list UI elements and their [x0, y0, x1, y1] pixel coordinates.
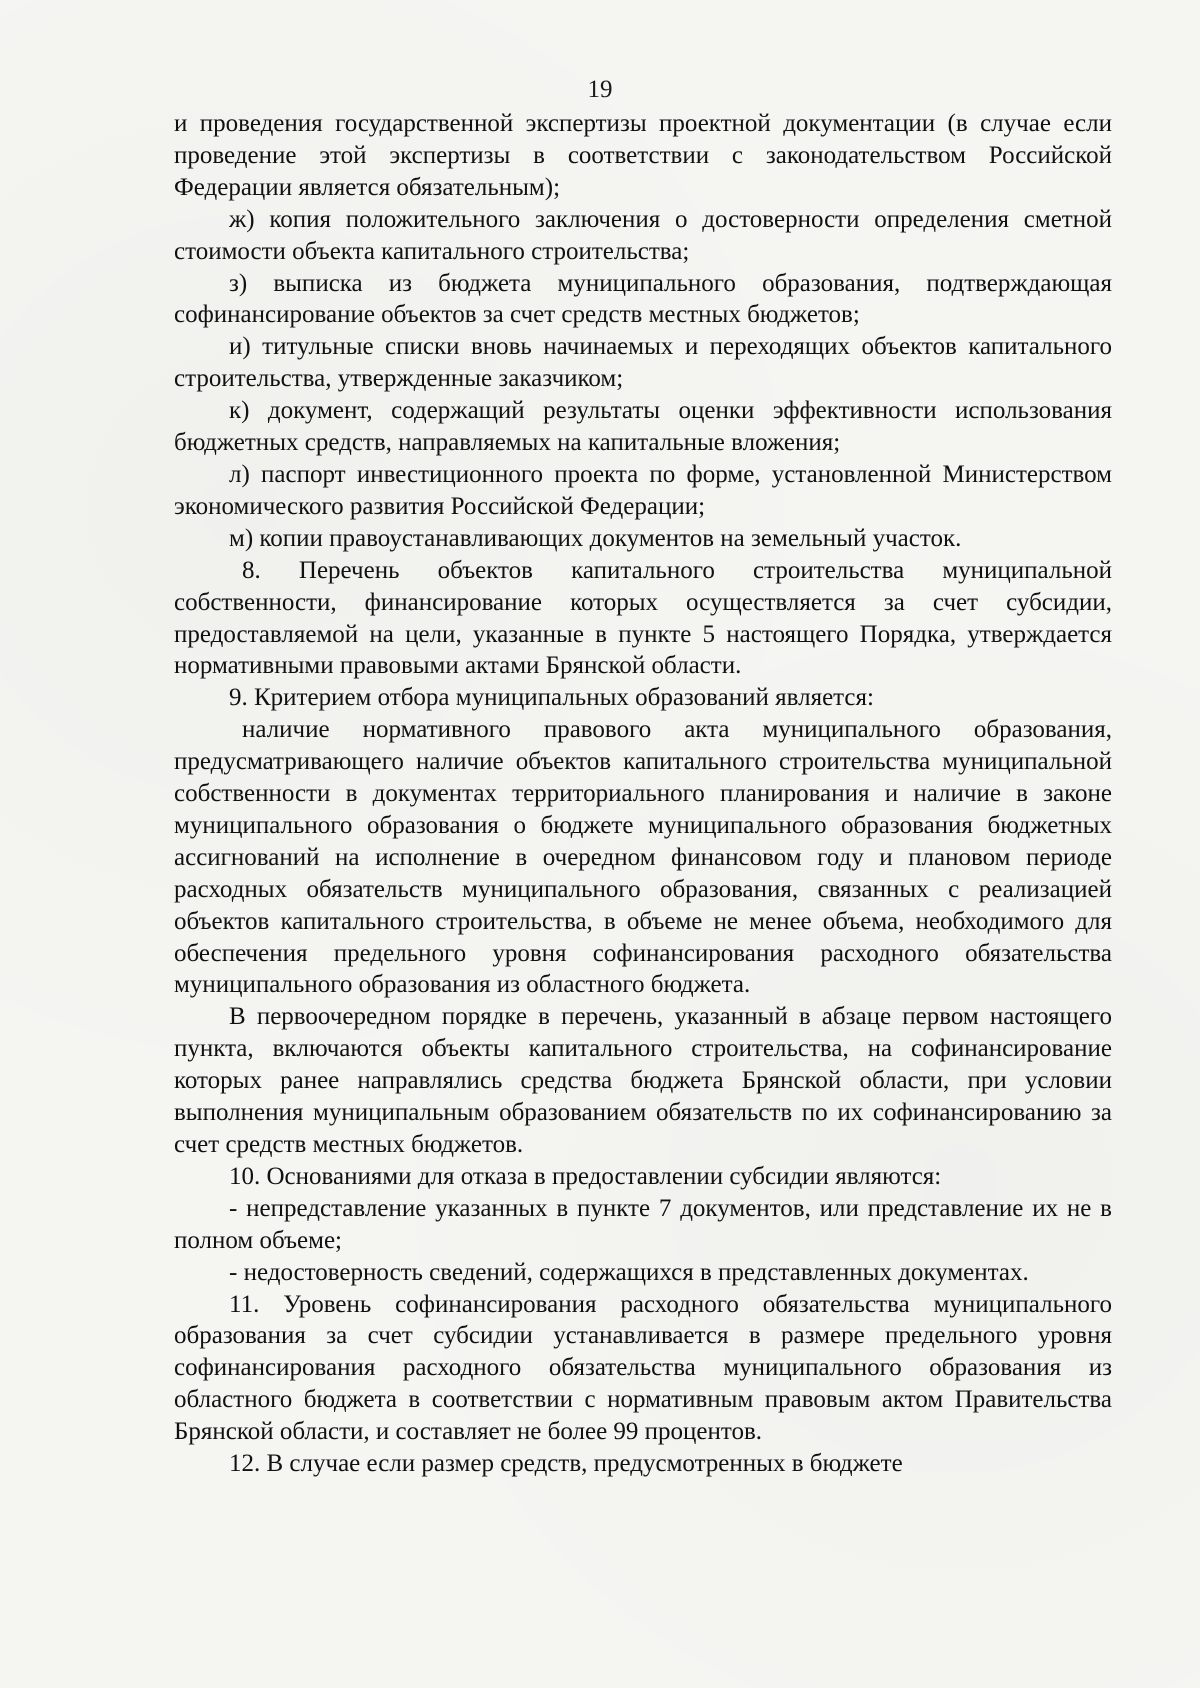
paragraph-continuation: и проведения государственной экспертизы проектной документации (в случае если проведение этой экспертизы в соответствии с законодательством Российской Федерации является обязательным);	[174, 110, 1112, 201]
paragraph-item-m: м) копии правоустанавливающих документов на земельный участок.	[229, 524, 962, 552]
page-number: 19	[587, 76, 613, 103]
paragraph-item-i: и) титульные списки вновь начинаемых и переходящих объектов капитального строительства, утвержденные заказчиком;	[174, 333, 1112, 393]
paragraph-clause-12: 12. В случае если размер средств, предусмотренных в бюджете	[229, 1450, 903, 1478]
paragraph-clause-10: 10. Основаниями для отказа в предоставлении субсидии являются:	[229, 1162, 942, 1190]
paragraph-item-k: к) документ, содержащий результаты оценки эффективности использования бюджетных средств, направляемых на капитальные вложения;	[174, 397, 1112, 457]
paragraph-clause-10-item-1: - непредставление указанных в пункте 7 документов, или представление их не в полном объеме;	[174, 1194, 1112, 1254]
paragraph-item-z: з) выписка из бюджета муниципального образования, подтверждающая софинансирование объектов за счет средств местных бюджетов;	[174, 269, 1112, 329]
paragraph-clause-10-item-2: - недостоверность сведений, содержащихся в представленных документах.	[229, 1258, 1029, 1286]
paragraph-clause-9-priority: В первоочередном порядке в перечень, указанный в абзаце первом настоящего пункта, включаются объекты капитального строительства, на софинансирование которых ранее направлялись средства бюджета Брянской области, при условии выполнения муниципальным образованием обязательств по их софинансированию за счет средств местных бюджетов.	[174, 1003, 1112, 1158]
paragraph-clause-9-criterion: наличие нормативного правового акта муниципального образования, предусматривающего наличие объектов капитального строительства муниципальной собственности в документах территориального планирования и наличие в законе муниципального образования о бюджете муниципального образования бюджетных ассигнований на исполнение в очередном финансовом году и плановом периоде расходных обязательств муниципального образования, связанных с реализацией объектов капитального строительства, в объеме не менее объема, необходимого для обеспечения предельного уровня софинансирования расходного обязательства муниципального образования из областного бюджета.	[174, 716, 1112, 999]
paragraph-clause-9: 9. Критерием отбора муниципальных образований является:	[229, 684, 874, 712]
document-body	[174, 108, 1112, 1480]
paragraph-item-zh: ж) копия положительного заключения о достоверности определения сметной стоимости объекта капитального строительства;	[174, 205, 1112, 265]
paragraph-clause-11: 11. Уровень софинансирования расходного обязательства муниципального образования за счет субсидии устанавливается в размере предельного уровня софинансирования расходного обязательства муниципального образования из областного бюджета в соответствии с нормативным правовым актом Правительства Брянской области, и составляет не более 99 процентов.	[174, 1290, 1112, 1446]
paragraph-clause-8: 8. Перечень объектов капитального строительства муниципальной собственности, финансирование которых осуществляется за счет субсидии, предоставляемой на цели, указанные в пункте 5 настоящего Порядка, утверждается нормативными правовыми актами Брянской области.	[174, 556, 1112, 680]
paragraph-item-l: л) паспорт инвестиционного проекта по форме, установленной Министерством экономического развития Российской Федерации;	[174, 460, 1112, 520]
